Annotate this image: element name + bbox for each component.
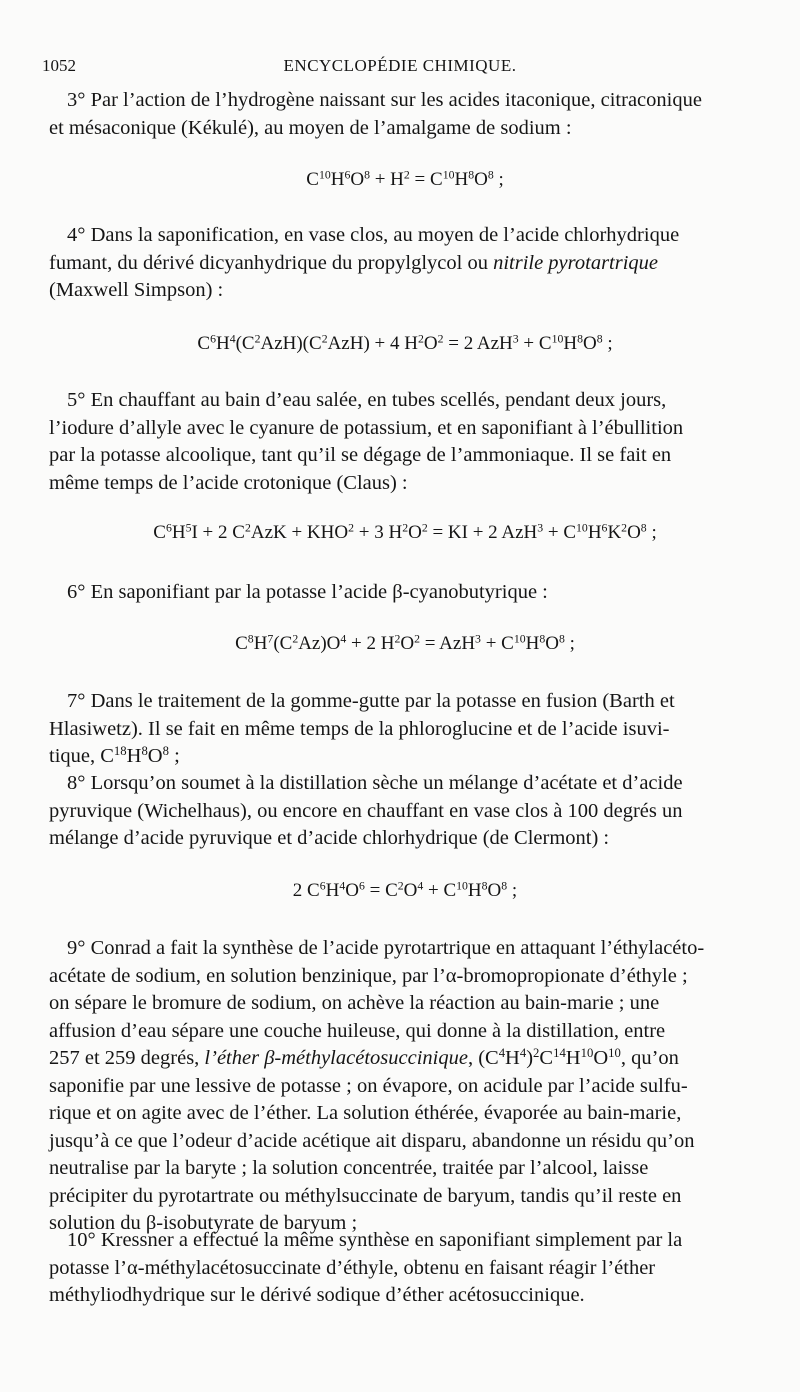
eq-term: O <box>474 169 488 190</box>
eq-sup: 8 <box>596 332 603 346</box>
equation-3 <box>40 522 770 544</box>
eq-term: C <box>153 522 166 543</box>
eq-sup: 6 <box>344 168 351 182</box>
eq-sup: 7 <box>267 632 274 646</box>
eq-sup: 3 <box>512 332 519 346</box>
equation-1 <box>40 169 770 191</box>
eq-term: K <box>607 522 622 543</box>
eq-sup: 2 <box>244 521 251 535</box>
eq-sup: 2 <box>254 332 261 346</box>
eq-sup: 4 <box>229 332 236 346</box>
formula-sup: 18 <box>113 744 127 759</box>
text-line: affusion d’eau sépare une couche huileuse, qui donne à la distillation, entre <box>49 1019 666 1042</box>
text-line: (Maxwell Simpson) : <box>49 279 224 301</box>
text-line: fumant, du dérivé dicyanhydrique du propylglycol ou <box>49 251 494 274</box>
eq-sup: 2 <box>394 632 401 646</box>
eq-term: H <box>171 522 186 543</box>
eq-term: + C <box>543 522 577 543</box>
eq-sup: 6 <box>210 332 216 346</box>
text-line: ) <box>526 1047 534 1069</box>
eq-term: ; <box>646 522 657 543</box>
eq-sup: 2 <box>417 332 424 346</box>
eq-term: + C <box>518 333 552 354</box>
eq-term: I + 2 C <box>191 522 245 543</box>
eq-sup: 10 <box>318 168 331 182</box>
eq-sup: 8 <box>481 879 488 893</box>
item-number: 8° <box>67 772 86 794</box>
formula-sup: 4 <box>519 1046 527 1061</box>
eq-term: O <box>408 522 422 543</box>
text-line: O <box>147 745 163 767</box>
eq-term: + 3 H <box>354 522 403 543</box>
eq-sup: 8 <box>247 632 254 646</box>
eq-term: + C <box>423 880 457 901</box>
formula-sup: 10 <box>608 1046 621 1061</box>
text-line: rique et on agite avec de l’éther. La solution éthérée, évaporée au bain-marie, <box>49 1102 682 1124</box>
eq-term: 2 C <box>292 880 320 901</box>
eq-term: = 2 AzH <box>443 333 513 354</box>
eq-term: ; <box>493 169 504 190</box>
eq-term: H <box>215 333 230 354</box>
item-number: 9° <box>67 937 86 959</box>
text-line: acétate de sodium, en solution benzinique, par l’α-bromopropionate d’éthyle ; <box>49 964 688 987</box>
eq-term: H <box>467 880 482 901</box>
italic-term: l’éther β-méthylacétosuccinique <box>204 1047 468 1069</box>
text-line: jusqu’à ce que l’odeur d’acide acétique ait disparu, abandonne un résidu qu’on <box>49 1129 695 1152</box>
italic-term: nitrile pyrotartrique <box>493 251 659 274</box>
eq-term: = AzH <box>420 633 476 654</box>
eq-sup: 8 <box>558 632 565 646</box>
eq-term: O <box>582 333 597 354</box>
eq-term: O <box>350 169 365 190</box>
eq-sup: 2 <box>397 879 404 893</box>
paragraph-6 <box>49 579 764 607</box>
eq-sup: 8 <box>364 168 370 182</box>
eq-sup: 8 <box>640 521 647 535</box>
eq-sup: 10 <box>513 632 526 646</box>
eq-sup: 10 <box>576 521 588 535</box>
eq-term: = KI + 2 AzH <box>427 522 538 543</box>
eq-sup: 4 <box>340 632 347 646</box>
eq-sup: 10 <box>442 168 455 182</box>
page-number: 1052 <box>42 56 76 75</box>
eq-sup: 2 <box>348 521 354 535</box>
text-line: l’iodure d’allyle avec le cyanure de potassium, et en saponifiant à l’ébullition <box>49 416 684 439</box>
eq-sup: 8 <box>539 632 546 646</box>
formula-sup: 2 <box>533 1046 540 1061</box>
eq-term: AzH) + 4 H <box>327 333 418 354</box>
text-line: H <box>505 1047 520 1069</box>
eq-sup: 6 <box>358 879 365 893</box>
eq-sup: 2 <box>403 168 410 182</box>
eq-sup: 6 <box>601 521 608 535</box>
text-line: H <box>126 745 142 767</box>
paragraph-4 <box>49 222 764 305</box>
text-line: solution du β-isobutyrate de baryum ; <box>49 1212 358 1234</box>
text-line: Dans la saponification, en vase clos, au moyen de l’acide chlorhydrique <box>90 224 680 246</box>
text-line: on sépare le bromure de sodium, on achève la réaction au bain-marie ; une <box>49 992 660 1014</box>
formula-sup: 14 <box>553 1046 566 1061</box>
text-line: tique, C <box>49 745 114 767</box>
eq-sup: 2 <box>414 632 420 646</box>
formula-sup: 8 <box>162 744 169 759</box>
eq-sup: 8 <box>501 879 508 893</box>
eq-sup: 8 <box>577 332 583 346</box>
text-line: , qu’on <box>620 1047 679 1069</box>
text-line: En chauffant au bain d’eau salée, en tubes scellés, pendant deux jours, <box>90 389 667 411</box>
eq-term: O <box>423 333 438 354</box>
eq-term: H <box>330 169 345 190</box>
eq-sup: 8 <box>487 168 494 182</box>
equation-5 <box>40 880 770 902</box>
eq-term: C <box>197 333 211 354</box>
paragraph-3 <box>49 87 764 142</box>
formula-sup: 10 <box>580 1046 594 1061</box>
eq-sup: 2 <box>292 632 299 646</box>
text-line: saponifie par une lessive de potasse ; on évapore, on acidule par l’acide sulfu- <box>49 1074 688 1097</box>
item-number: 6° <box>67 581 86 603</box>
eq-term: = C <box>364 880 398 901</box>
running-title: ENCYCLOPÉDIE CHIMIQUE. <box>283 56 517 75</box>
eq-term: ; <box>507 880 518 901</box>
text-line: H <box>565 1047 581 1069</box>
text-line: précipiter du pyrotartrate ou méthylsuccinate de baryum, tandis qu’il reste en <box>49 1184 682 1207</box>
eq-sup: 10 <box>551 332 564 346</box>
eq-sup: 3 <box>475 632 481 646</box>
eq-term: = C <box>409 169 443 190</box>
eq-term: O <box>545 633 559 654</box>
formula-sup: 4 <box>498 1046 506 1061</box>
item-number: 4° <box>67 224 86 246</box>
text-line: En saponifiant par la potasse l’acide β-cyanobutyrique : <box>90 581 548 603</box>
eq-term: H <box>525 633 540 654</box>
eq-sup: 6 <box>319 879 326 893</box>
eq-term: H <box>325 880 340 901</box>
eq-sup: 4 <box>339 879 346 893</box>
eq-sup: 6 <box>165 521 172 535</box>
eq-term: + 2 H <box>346 633 395 654</box>
eq-term: H <box>587 522 602 543</box>
eq-term: Az)O <box>298 633 341 654</box>
eq-sup: 3 <box>537 521 544 535</box>
eq-term: H <box>454 169 469 190</box>
item-number: 10° <box>67 1229 96 1251</box>
text-line: par la potasse alcoolique, tant qu’il se dégage de l’ammoniaque. Il se fait en <box>49 444 672 466</box>
text-line: ; <box>168 745 180 767</box>
text-line: méthyliodhydrique sur le dérivé sodique d’éther acétosuccinique. <box>49 1284 585 1306</box>
eq-sup: 5 <box>185 521 192 535</box>
eq-term: O <box>403 880 418 901</box>
eq-term: AzK + KHO <box>250 522 349 543</box>
formula-sup: 8 <box>141 744 148 759</box>
text-line: neutralise par la baryte ; la solution concentrée, traitée par l’alcool, laisse <box>49 1157 649 1179</box>
text-line: pyruvique (Wichelhaus), ou encore en chauffant en vase clos à 100 degrés un <box>49 799 683 822</box>
eq-term: AzH)(C <box>260 333 322 354</box>
text-line: , (C <box>467 1047 499 1069</box>
text-line: Dans le traitement de la gomme-gutte par la potasse en fusion (Barth et <box>90 690 675 712</box>
text-line: O <box>593 1047 609 1069</box>
eq-sup: 8 <box>468 168 475 182</box>
paragraph-5 <box>49 387 764 497</box>
eq-term: O <box>345 880 359 901</box>
equation-4 <box>40 633 770 655</box>
eq-term: C <box>306 169 319 190</box>
text-line: potasse l’α-méthylacétosuccinate d’éthyle, obtenu en faisant réagir l’éther <box>49 1256 656 1279</box>
eq-term: + C <box>480 633 514 654</box>
text-line: Kressner a effectué la même synthèse en saponifiant simplement par la <box>100 1229 683 1251</box>
text-line: mélange d’acide pyruvique et d’acide chlorhydrique (de Clermont) : <box>49 827 610 849</box>
eq-sup: 2 <box>421 521 428 535</box>
eq-sup: 4 <box>417 879 424 893</box>
paragraph-7 <box>49 688 764 771</box>
text-line: Lorsqu’on soumet à la distillation sèche un mélange d’acétate et d’acide <box>90 772 683 794</box>
text-line: Par l’action de l’hydrogène naissant sur les acides itaconique, citraconique <box>90 89 702 111</box>
eq-term: (C <box>273 633 293 654</box>
eq-term: H <box>563 333 578 354</box>
text-line: même temps de l’acide crotonique (Claus) : <box>49 471 408 494</box>
eq-sup: 2 <box>321 332 328 346</box>
page-header <box>42 56 758 84</box>
equation-2 <box>40 333 770 355</box>
eq-sup: 10 <box>456 879 468 893</box>
item-number: 5° <box>67 389 86 411</box>
text-line: Conrad a fait la synthèse de l’acide pyrotartrique en attaquant l’éthylacéto- <box>90 937 705 959</box>
text-line: Hlasiwetz). Il se fait en même temps de la phloroglucine et de l’acide isuvi- <box>49 717 670 740</box>
paragraph-10 <box>49 1227 764 1310</box>
eq-sup: 2 <box>402 521 409 535</box>
text-line: et mésaconique (Kékulé), au moyen de l’amalgame de sodium : <box>49 116 572 139</box>
eq-term: O <box>487 880 502 901</box>
eq-term: O <box>400 633 415 654</box>
eq-term: (C <box>235 333 255 354</box>
eq-sup: 2 <box>437 332 444 346</box>
item-number: 7° <box>67 690 86 712</box>
text-line: C <box>539 1047 554 1069</box>
eq-term: H <box>253 633 268 654</box>
paragraph-8 <box>49 770 764 853</box>
eq-term: ; <box>602 333 613 354</box>
eq-term: C <box>235 633 248 654</box>
eq-sup: 2 <box>621 521 628 535</box>
eq-term: O <box>627 522 641 543</box>
text-line: 257 et 259 degrés, <box>49 1047 205 1069</box>
item-number: 3° <box>67 89 86 111</box>
eq-term: ; <box>564 633 575 654</box>
paragraph-9 <box>49 935 764 1238</box>
eq-term: + H <box>369 169 404 190</box>
